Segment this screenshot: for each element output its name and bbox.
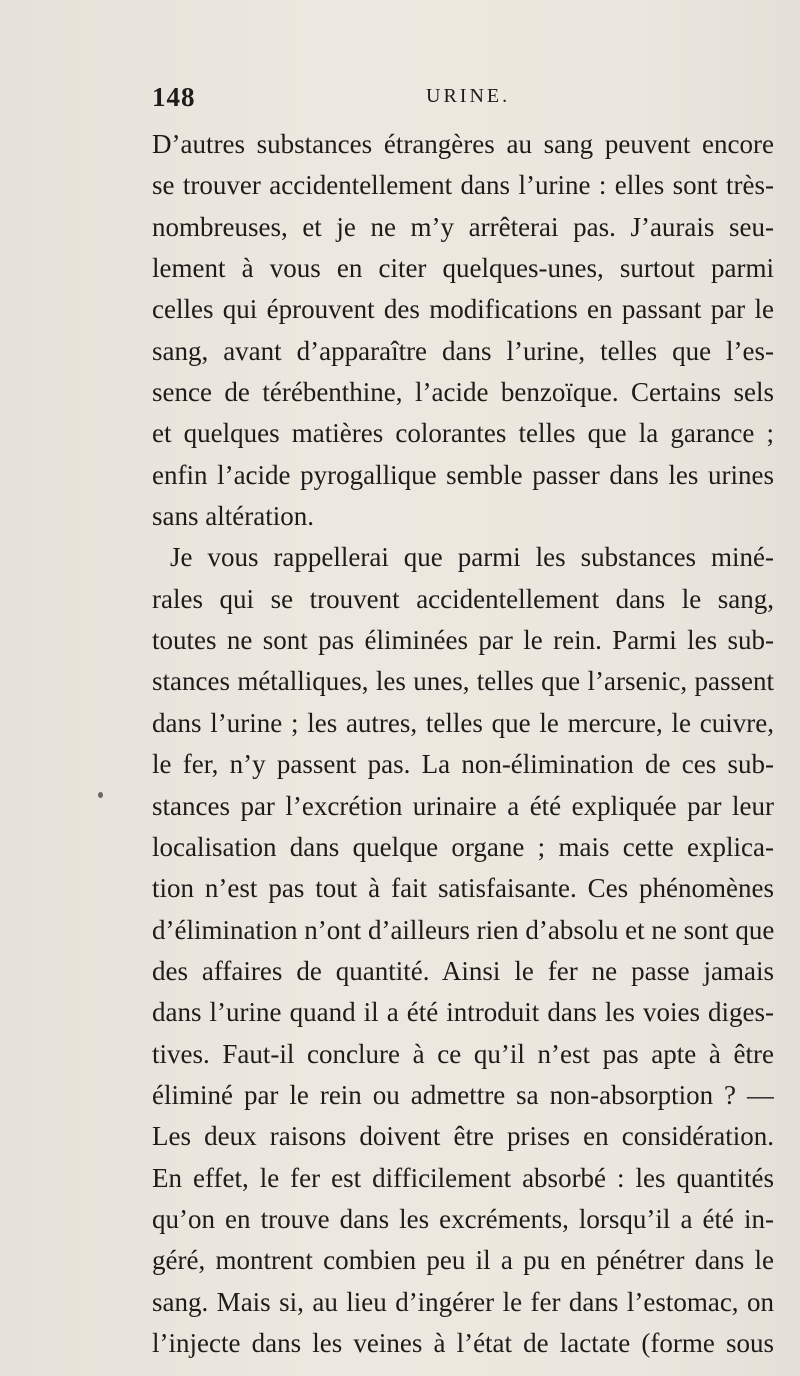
- text-line: D’autres substances étrangères au sang peuvent encore: [152, 129, 774, 159]
- text-line: sang. Mais si, au lieu d’ingérer le fer dans l’estomac, on: [152, 1286, 774, 1317]
- text-line: le fer, n’y passent pas. La non-élimination de ces sub-: [152, 749, 774, 780]
- text-line: d’élimination n’ont d’ailleurs rien d’absolu et ne sont que: [152, 914, 774, 945]
- text-line: lement à vous en citer quelques-unes, surtout parmi: [152, 253, 774, 284]
- text-line: tives. Faut-il conclure à ce qu’il n’est pas apte à être: [152, 1038, 774, 1069]
- text-line: Je vous rappellerai que parmi les substances miné-: [170, 542, 774, 573]
- body-text: [152, 124, 774, 1364]
- text-line: sans altération.: [152, 501, 314, 532]
- text-line: qu’on en trouve dans les excréments, lorsqu’il a été in-: [152, 1203, 774, 1234]
- margin-mark: [98, 792, 103, 798]
- page-number: 148: [152, 82, 196, 112]
- text-line: enfin l’acide pyrogallique semble passer dans les urines: [152, 459, 774, 490]
- text-line: sence de térébenthine, l’acide benzoïque. Certains sels: [152, 377, 774, 408]
- text-line: nombreuses, et je ne m’y arrêterai pas. J’aurais seu-: [152, 211, 774, 242]
- text-line: stances par l’excrétion urinaire a été expliquée par leur: [152, 790, 774, 821]
- running-head: URINE.: [426, 85, 511, 107]
- text-line: rales qui se trouvent accidentellement dans le sang,: [152, 583, 774, 614]
- text-line: l’injecte dans les veines à l’état de lactate (forme sous: [152, 1327, 774, 1358]
- text-line: tion n’est pas tout à fait satisfaisante. Ces phénomènes: [152, 873, 774, 904]
- text-line: dans l’urine ; les autres, telles que le mercure, le cuivre,: [152, 707, 774, 738]
- text-line: des affaires de quantité. Ainsi le fer ne passe jamais: [152, 955, 774, 986]
- text-line: dans l’urine quand il a été introduit dans les voies diges-: [152, 997, 774, 1028]
- text-line: éliminé par le rein ou admettre sa non-absorption ? —: [152, 1079, 774, 1110]
- text-line: En effet, le fer est difficilement absorbé : les quantités: [152, 1162, 774, 1193]
- text-line: celles qui éprouvent des modifications en passant par le: [152, 294, 774, 325]
- text-line: sang, avant d’apparaître dans l’urine, telles que l’es-: [152, 335, 774, 366]
- text-line: toutes ne sont pas éliminées par le rein. Parmi les sub-: [152, 625, 774, 656]
- text-line: Les deux raisons doivent être prises en considération.: [152, 1121, 774, 1152]
- text-line: se trouver accidentellement dans l’urine : elles sont très-: [152, 170, 774, 201]
- text-line: localisation dans quelque organe ; mais cette explica-: [152, 831, 774, 862]
- text-line: stances métalliques, les unes, telles que l’arsenic, passent: [152, 666, 774, 697]
- text-line: géré, montrent combien peu il a pu en pénétrer dans le: [152, 1245, 774, 1276]
- page-header: [152, 82, 766, 116]
- text-line: et quelques matières colorantes telles que la garance ;: [152, 418, 774, 449]
